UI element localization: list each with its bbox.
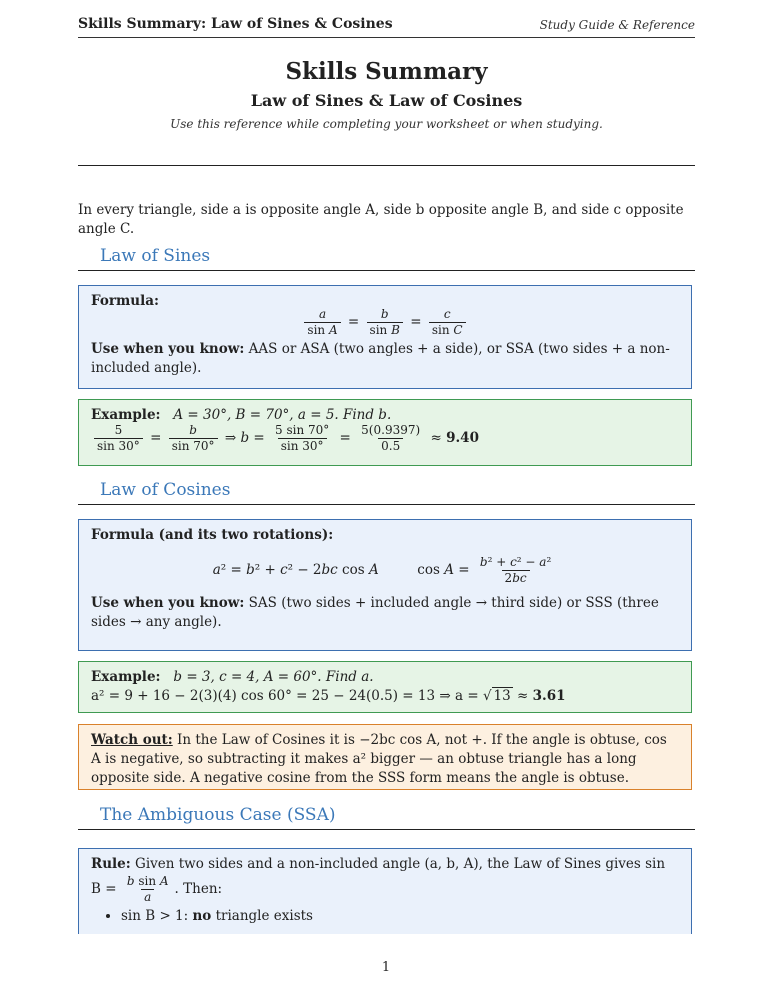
sines-example-box — [78, 399, 692, 466]
intro-paragraph: In every triangle, side a is opposite angle A, side b opposite angle B, and side c opposite angle C. — [78, 202, 684, 237]
rule-then: . Then: — [174, 881, 223, 897]
cosines-example-work: a² = 9 + 16 − 2(3)(4) cos 60° = 25 − 24(0.5) = 13 ⇒ a = √ 13 ≈ 3.61 — [91, 688, 566, 704]
cosines-formula: a² = b² + c² − 2bc cos A cos A = $\frac{\text{b² + c² − a²}}{2bc}$ — [212, 555, 552, 585]
example-result: 9.40 — [446, 430, 479, 446]
sines-formula-box — [78, 285, 692, 389]
rule-text: Given two sides and a non-included angle (a, b, A), the Law of Sines gives sin B = — [91, 856, 666, 897]
watch-out-label: Watch out: — [91, 732, 173, 748]
section-title: Law of Sines — [100, 246, 211, 266]
section-heading-ambiguous — [78, 803, 695, 830]
header-subtitle: Study Guide & Reference — [539, 18, 695, 32]
example-work: a² = 9 + 16 − 2(3)(4) cos 60° = 25 − 24(0.5) = 13 ⇒ a = — [91, 688, 483, 704]
watch-out-text: In the Law of Cosines it is −2bc cos A, not +. If the angle is obtuse, cos A is negative, so subtracting it makes a² bigger — an obtuse triangle has a long opposite side. A negative cosine from the SSS form means the angle is obtuse. — [91, 732, 667, 786]
rule-fraction: $\frac{\text{b sin A}}{a}$ — [126, 874, 169, 904]
example-given: A = 30°, B = 70°, a = 5. Find b. — [173, 407, 392, 423]
page-subtitle: Law of Sines & Law of Cosines — [250, 91, 523, 110]
page-number: 1 — [381, 960, 391, 975]
cosines-example-box — [78, 661, 692, 713]
sines-example-work: $\frac{5}{\sin 30^\circ}$ = $\frac{b}{\sin 70^\circ}$ ⇒ b = $\frac{5 \sin 70^\circ}{\sin 30^\circ}$ = $\frac{5(0.9397)}{0.5}$ ≈ 9.40 — [91, 423, 679, 454]
ambiguous-rule-box — [78, 848, 692, 934]
use-label: Use when you know: — [91, 595, 245, 611]
divider — [78, 165, 695, 166]
page-tagline: Use this reference while completing your worksheet or when studying. — [170, 117, 603, 131]
section-title: Law of Cosines — [100, 480, 231, 500]
header-title: Skills Summary: Law of Sines & Cosines — [78, 16, 393, 32]
bullet-emphasis: no — [192, 908, 212, 924]
page-title: Skills Summary — [285, 58, 488, 85]
section-title: The Ambiguous Case (SSA) — [100, 805, 336, 825]
running-header — [78, 15, 695, 38]
formula-label: Formula (and its two rotations): — [91, 527, 334, 543]
example-result: 3.61 — [532, 688, 566, 704]
section-heading-sines — [78, 244, 695, 271]
sines-formula: $\frac{a}{\text{sin A}}$ = $\frac{b}{\text{sin B}}$ = $\frac{c}{\text{sin C}}$ — [91, 307, 679, 338]
cosines-formula-box — [78, 519, 692, 651]
bullet-text: triangle exists — [211, 908, 313, 924]
use-text: SAS (two sides + included angle → third side) or SSS (three sides → any angle). — [91, 595, 659, 630]
case-list — [91, 907, 679, 926]
formula-label: Formula: — [91, 293, 159, 309]
use-text: AAS or ASA (two angles + a side), or SSA (two sides + a non-included angle). — [91, 341, 670, 376]
watch-out-box — [78, 724, 692, 790]
rule-label: Rule: — [91, 856, 131, 872]
list-item — [121, 907, 679, 926]
example-given: b = 3, c = 4, A = 60°. Find a. — [173, 669, 374, 685]
bullet-condition: sin B > 1: — [121, 908, 193, 924]
approx-sign: ≈ — [512, 688, 533, 704]
use-label: Use when you know: — [91, 341, 245, 357]
example-label: Example: — [91, 407, 161, 423]
section-heading-cosines — [78, 478, 695, 505]
example-label: Example: — [91, 669, 161, 685]
example-root: 13 — [493, 688, 511, 704]
